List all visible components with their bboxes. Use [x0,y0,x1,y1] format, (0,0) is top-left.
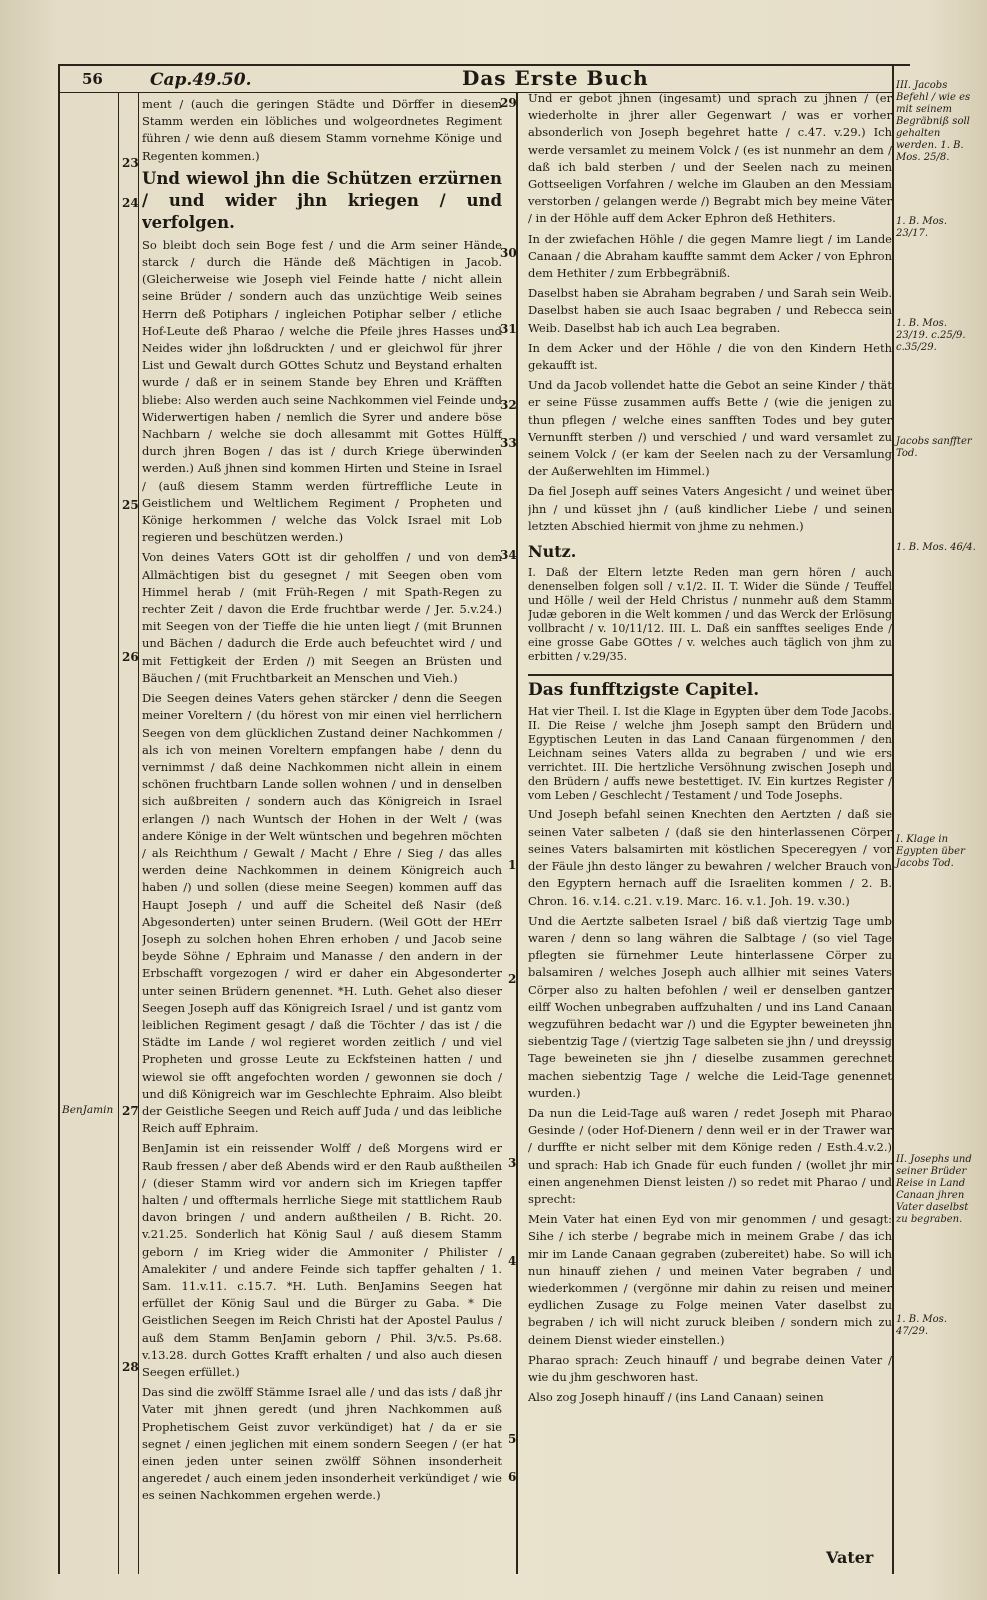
nutz-heading: Nutz. [528,542,577,562]
verse-number: 25 [122,498,139,512]
verse-text: Da nun die Leid-Tage auß waren / redet Joseph mit Pharao Gesinde / (oder Hof-Dienern / denn weil er in der Trawer war / durffte er nicht selber mit dem Könige reden / Esth.4.v.2.) und sprach: Hab ich Gnade für euch funden / (wollet jhr mir einen angenehmen Dienst leisten /) so redet mit Pharao / und sprecht: [528,1105,892,1206]
verse-text: Mein Vater hat einen Eyd von mir genommen / und gesagt: Sihe / ich sterbe / begrabe mich in meinem Grabe / das ich mir im Lande Canaan gegraben (zubereitet) habe. So will ich nun hinauff ziehen / und meinen Vater begraben / und wiederkommen / (vergönne mir dahin zu reisen und meiner eydlichen Zusage zu Folge meinen Vater daselbst zu begraben / ich will nicht zuruck bleiben / sondern mich zu deinem Dienst wieder einstellen.) [528,1212,892,1347]
book-title: Das Erste Buch [462,66,649,90]
verse-number: 33 [500,436,517,450]
nutz-text: I. Daß der Eltern letzte Reden man gern hören / auch denenselben folgen soll / v.1/2. II. T. Wider die Sünde / Teuffel und Hölle / weil der Held Christus / nunmehr auß dem Stamm Judæ geboren in die Welt kommen / und das Werck der Erlösung vollbracht / v. 10/11/12. III. L. Daß ein sanfftes seeliges Ende / eine grosse Gabe GOttes / v. welches auch täglich von jhm zu erbitten / v.29/35. [528,566,892,664]
verse-text: In dem Acker und der Höhle / die von den Kindern Heth gekaufft ist. [528,340,892,373]
margin-note: III. Jacobs Befehl / wie es mit seinem Begräbniß soll gehalten werden. 1. B. Mos. 25/8. [896,80,971,163]
verse-text: Da fiel Joseph auff seines Vaters Angesicht / und weinet über jhn / und küsset jhn / (auß kindlicher Liebe / und seinen letzten Abschied hiermit von jhme zu nehmen.) [528,484,892,533]
verse-text: In der zwiefachen Höhle / die gegen Mamre liegt / im Lande Canaan / die Abraham kauffte sammt dem Acker / von Ephron dem Hethiter / zum Erbbegräbniß. [528,231,892,281]
page-number: 56 [82,70,103,88]
verse-text: So bleibt doch sein Boge fest / und die Arm seiner Hände starck / durch die Hände deß Mächtigen in Jacob. (Gleicherweise wie Joseph viel Feinde hatte / nicht allein seine Brüder / sondern auch das unzüchtige Weib seines Herrn deß Potiphars / ingleichen Potiphar selber / etliche Hof-Leute deß Pharao / welche die Pfeile jhres Hasses und Neides wider jhn loßdruckten / und er gleichwol für jhrer List und Gewalt durch GOttes Schutz und Beystand erhalten wurde / daß er in seinem Stande bey Ehren und Kräfften bliebe: Also werden auch seine Nachkommen viel Feinde und Widerwertigen haben / nemlich die Syrer und andere böse Nachbarn / welche sie doch allesammt mit Gottes Hülff durch jhren Bogen / das ist / durch Kriege überwinden werden.) Auß jhnen sind kommen Hirten und Steine in Israel / (auß diesem Stamm werden fürtreffliche Leute in Geistlichem und Weltlichem Regiment / Propheten und Könige herkommen / welche das Volck Israel mit Lob regieren und beschützen werden.) [142,237,502,545]
verse-text: Also zog Joseph hinauff / (ins Land Canaan) seinen [528,1390,824,1405]
verse-number: 1 [508,858,517,872]
verse-number: 2 [508,972,517,986]
verse-text: Und wiewol jhn die Schützen erzürnen / und wider jhn kriegen / und verfolgen. [142,168,502,232]
outer-left-rule [58,64,60,1574]
verse-number: 28 [122,1360,139,1374]
chapter-summary: Hat vier Theil. I. Ist die Klage in Egypten über dem Tode Jacobs. II. Die Reise / welche jhm Joseph sampt den Brüdern und Egyptischen Leuten in das Land Canaan fürgenommen / den Leichnam seines Vaters allda zu begraben / und wie ers verrichtet. III. Die hertzliche Versöhnung zwischen Joseph und den Brüdern / auffs newe bestettiget. IV. Ein kurtzes Register / vom Leben / Geschlecht / Testament / und Tode Josephs. [528,705,892,803]
margin-note: II. Josephs und seiner Brüder Reise in Land Canaan jhren Vater daselbst zu begraben. [896,1154,972,1225]
chapter-reference: Cap.49.50. [150,70,252,90]
verse-text: ment / (auch die geringen Städte und Dörffer in diesem Stamm werden ein löbliches und wolgeordnetes Regiment führen / wie denn auß diesem Stamm vornehme Könige und Regenten kommen.) [142,97,502,163]
verse-number: 34 [500,548,517,562]
verse-number: 30 [500,246,517,260]
verse-text: BenJamin ist ein reissender Wolff / deß Morgens wird er Raub fressen / aber deß Abends wird er den Raub außtheilen / (dieser Stamm wird vor andern sich im Kriegen tapffer halten / und offtermals herrliche Siege mit stattlichem Raub davon bringen / und andern außtheilen / B. Richt. 20. v.21.25. Sonderlich hat König Saul / auß diesem Stamm geborn / im Krieg wider die Ammoniter / Philister / Amalekiter / und andere Feinde sich tapffer gehalten / 1. Sam. 11.v.11. c.15.7. *H. Luth. BenJamins Seegen hat erfüllet der König Saul und die Bürger zu Gaba. * Die Geistlichen Seegen im Reich Christi hat der Apostel Paulus / auß dem Stamm BenJamin geborn / Phil. 3/v.5. Ps.68. v.13.28. durch Gottes Krafft erhalten / und also auch diesen Seegen erfüllet.) [142,1141,502,1380]
verse-text: Und Joseph befahl seinen Knechten den Aertzten / daß sie seinen Vater salbeten / (daß sie den hinterlassenen Cörper seines Vaters balsamirten mit köstlichen Speceregyen / vor der Fäule jhn desto länger zu bewahren / welcher Brauch von den Egyptern hernach auff die Israeliten kommen / 2. B. Chron. 16. v.14. c.21. v.19. Marc. 16. v.1. Joh. 19. v.30.) [528,807,892,908]
right-text-column [528,90,892,1560]
verse-number: 4 [508,1254,517,1268]
left-text-column [142,96,502,1586]
verse-text: Und da Jacob vollendet hatte die Gebot an seine Kinder / thät er seine Füsse zusammen auffs Bette / (wie die jenigen zu thun pflegen / welche eines sanfften Todes und bey guter Vernunfft sterben /) und verschied / und ward versamlet zu seinem Volck / (er kam der Seelen nach zu der Versamlung der Außerwehlten im Himmel.) [528,378,892,479]
verse-number: 24 [122,196,139,210]
chapter-heading: Das funfftzigste Capitel. [528,674,892,699]
left-margin-note: BenJamin [62,1104,114,1116]
margin-note: 1. B. Mos. 23/17. [896,216,947,239]
verse-text: Das sind die zwölff Stämme Israel alle / und das ists / daß jhr Vater mit jhnen geredt (und jhren Nachkommen auß Prophetischem Geist zuvor verkündiget) hat / da er sie segnet / einen jeglichen mit einem sondern Seegen / (er hat einen jeden unter seinen zwölff Söhnen insonderheit angeredet / auch einem jeden insonderheit verkündiget / wie es seinen Nachkommen ergehen werde.) [142,1385,502,1503]
margin-note: I. Klage in Egypten über Jacobs Tod. [896,834,965,869]
verse-text: Pharao sprach: Zeuch hinauff / und begrabe deinen Vater / wie du jhm geschworen hast. [528,1352,892,1384]
verse-text: Und die Aertzte salbeten Israel / biß daß viertzig Tage umb waren / denn so lang währen die Salbtage / (so viel Tage pflegten sie fürnehmer Leute hinterlassene Cörper zu balsamiren / welches Joseph auch allhier mit seines Vaters Cörper also zu halten befohlen / weil er denselben gantzer eilff Wochen unbegraben auffzuhalten / und ins Land Canaan wegzuführen bedacht war /) und die Egypter beweineten jhn siebentzig Tage / (viertzig Tage salbeten sie jhn / und dreyssig Tage beweineten sie jhn / dieselbe zusammen gerechnet machen siebentzig Tage / welche die Leid-Tage genennet wurden.) [528,913,892,1100]
verse-number: 27 [122,1104,139,1118]
margin-note: Jacobs sanffter Tod. [896,436,972,459]
center-rule [516,92,518,1574]
number-rule [138,92,139,1574]
verse-number: 3 [508,1156,517,1170]
margin-note: 1. B. Mos. 23/19. c.25/9. c.35/29. [896,318,966,353]
margin-rule [118,92,119,1574]
right-rule [892,64,894,1574]
catchword: Vater [826,1548,874,1567]
verse-number: 26 [122,650,139,664]
verse-text: Von deines Vaters GOtt ist dir geholffen / und von dem Allmächtigen bist du gesegnet / mit Seegen oben vom Himmel herab / (mit Früh-Regen / mit Spath-Regen zu rechter Zeit / davon die Erde fruchtbar werde / Jer. 5.v.24.) mit Seegen von der Tieffe die hie unten liegt / (mit Brunnen und Bächen / dadurch die Erde auch befeuchtet wird / und mit Fettigkeit der Erden /) mit Seegen an Brüsten und Bäuchen / (mit Fruchtbarkeit an Menschen und Vieh.) [142,550,502,685]
verse-text: Die Seegen deines Vaters gehen stärcker / denn die Seegen meiner Voreltern / (du hörest von mir einen viel herrlichern Seegen von dem glücklichen Zustand deiner Nachkommen / als ich von meinen Voreltern empfangen habe / denn du vernimmst / daß deine Nachkommen nicht allein in einem schönen fruchtbarn Lande sollen wohnen / und in denselben sich außbreiten / sondern auch das Königreich in Israel erlangen /) nach Wuntsch der Hohen in der Welt / (was andere Könige in der Welt wüntschen und begehren möchten / als Reichthum / Gewalt / Macht / Ehre / Sieg / das alles werden deine Nachkommen in deinem Königreich auch haben /) und sollen (diese meine Seegen) kommen auff das Haupt Joseph / und auff die Scheitel deß Nasir (deß Abgesonderten) unter seinen Brudern. (Weil GOtt der HErr Joseph zu solchen hohen Ehren erhoben / und Jacob seine beyde Söhne / Ephraim und Manasse / den andern in der Erbschafft vorgezogen / wird er daher ein Abgesonderter unter seinen Brüdern genennet. *H. Luth. Gehet also dieser Seegen Joseph auff das Königreich Israel / und ist gantz vom leiblichen Regiment gesagt / daß die Töchter / das ist / die Städte im Lande / wol regieret worden zeitlich / und viel Propheten und grosse Leute zu Eckfsteinen hatten / und wiewol sie offt angefochten worden / gewonnen sie doch / und diß Königreich war im Geschlechte Ephraim. Also bleibt der Geistliche Seegen und Reich auff Juda / und das leibliche Reich auff Ephraim. [142,691,502,1136]
verse-number: 5 [508,1432,517,1446]
verse-number: 31 [500,322,517,336]
verse-number: 6 [508,1470,517,1484]
verse-number: 23 [122,156,139,170]
margin-note: 1. B. Mos. 47/29. [896,1314,947,1337]
verse-text: Und er gebot jhnen (ingesamt) und sprach zu jhnen / (er wiederholte in jhrer aller Gegenwart / was er vorher absonderlich von Joseph begehret hatte / c.47. v.29.) Ich werde versamlet zu meinem Volck / (es ist nunmehr an dem / daß ich bald sterben / und der Seelen nach zu meinen Gottseeligen Vorfahren / welche im Glauben an den Messiam verstorben / gelangen werde /) Begrabt mich bey meine Väter / in der Höhle auff dem Acker Ephron deß Hethiters. [528,91,892,226]
verse-text: Daselbst haben sie Abraham begraben / und Sarah sein Weib. Daselbst haben sie auch Isaac begraben / und Rebecca sein Weib. Daselbst hab ich auch Lea begraben. [528,286,892,335]
verse-number: 29 [500,96,517,110]
margin-note: 1. B. Mos. 46/4. [896,542,976,553]
verse-number: 32 [500,398,517,412]
